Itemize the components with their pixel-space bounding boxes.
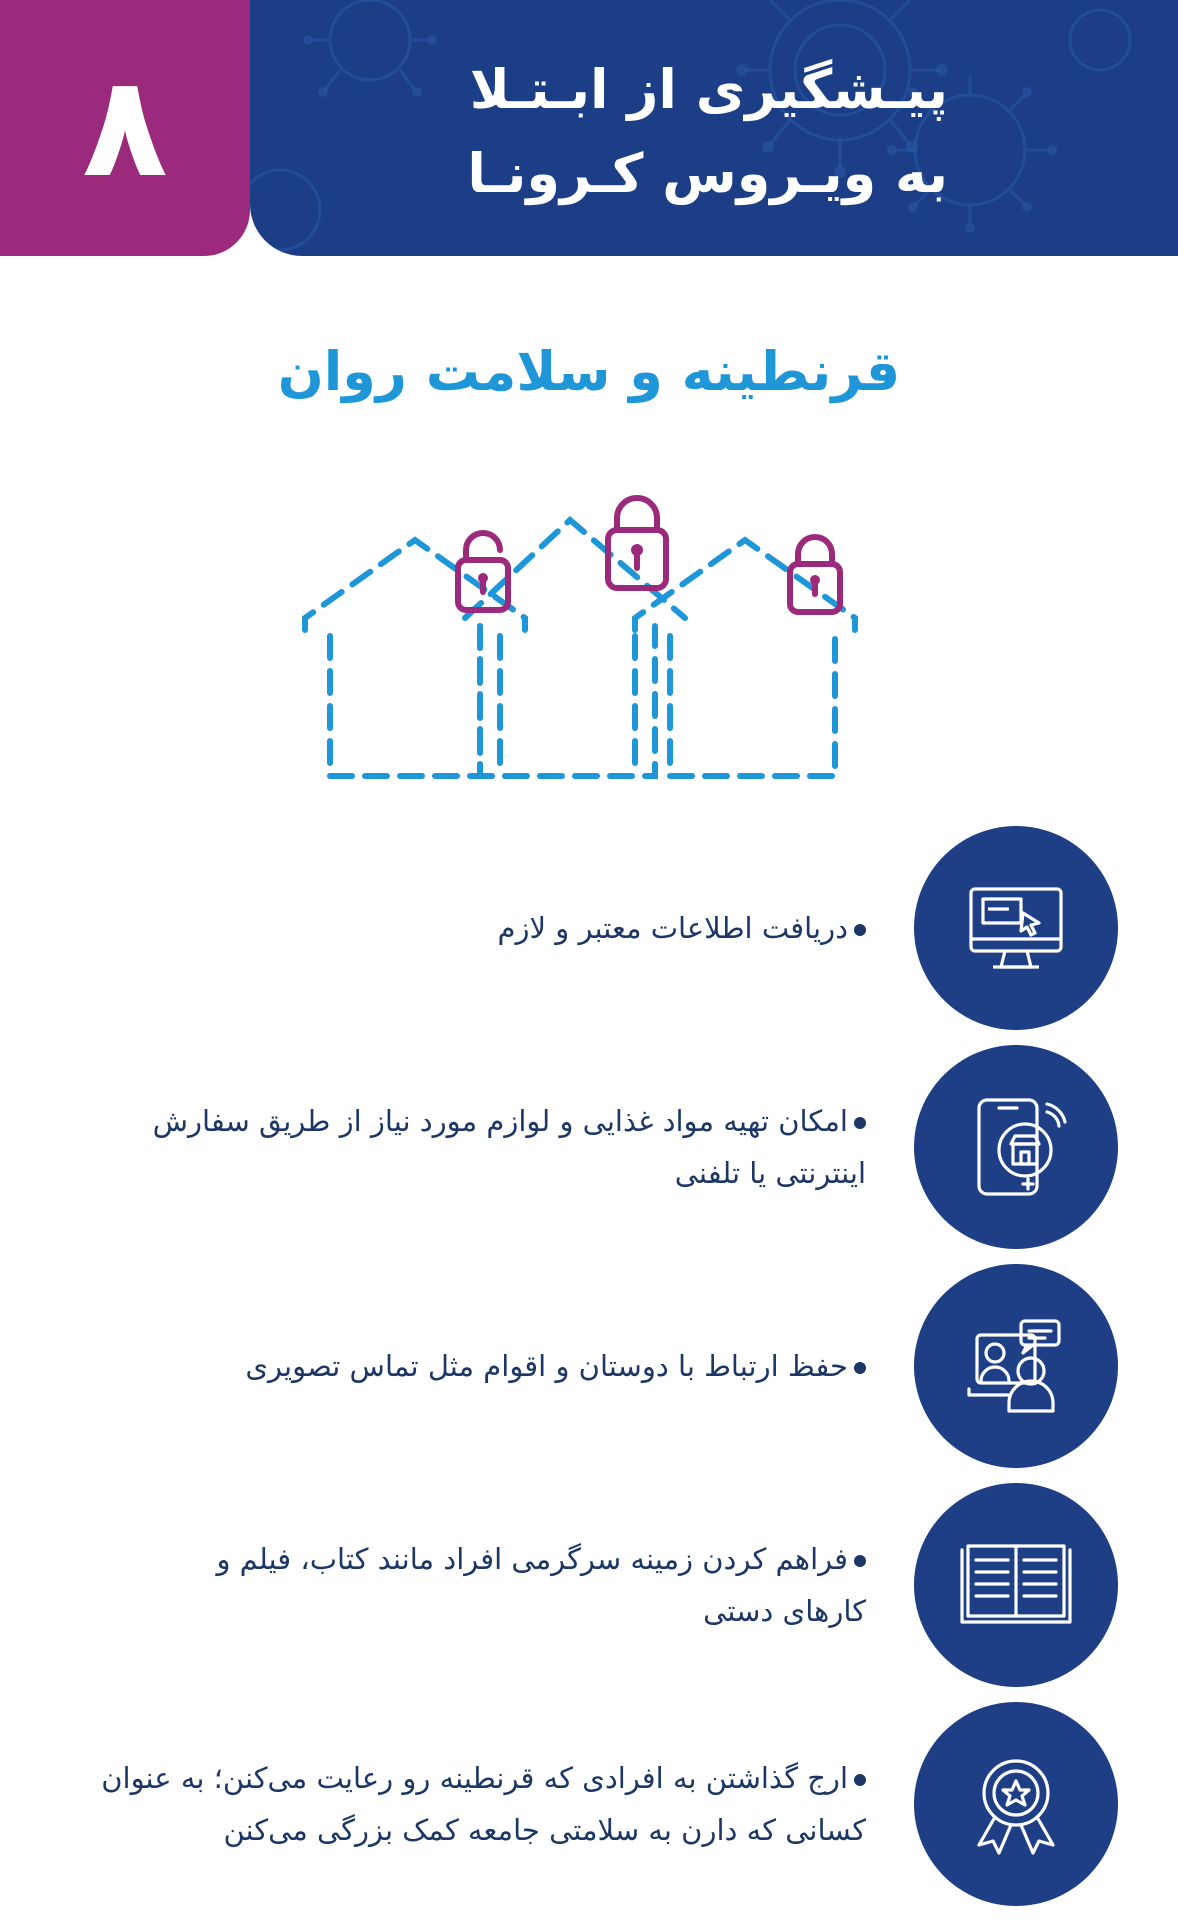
item-text-line: دریافت اطلاعات معتبر و لازم xyxy=(497,911,848,945)
award-ribbon-icon xyxy=(961,1749,1071,1859)
item-text-line: امکان تهیه مواد غذایی و لوازم مورد نیاز از طریق سفارش xyxy=(152,1104,848,1138)
video-call-icon xyxy=(961,1311,1071,1421)
item-icon-circle xyxy=(914,1045,1118,1249)
bullet xyxy=(854,1774,866,1786)
item-icon-circle xyxy=(914,1264,1118,1468)
section-number-tab xyxy=(0,0,250,256)
item-text-line1 xyxy=(66,1533,866,1585)
item-text-line1 xyxy=(66,1752,866,1804)
item-icon-circle xyxy=(914,1702,1118,1906)
section-title: قرنطینه و سلامت روان xyxy=(277,340,901,403)
title-panel xyxy=(250,0,1178,256)
item-text-line2: کسانی که دارن به سلامتی جامعه کمک بزرگی می‌کنن xyxy=(223,1813,866,1847)
header-title-line2: به ویـروس کـرونـا xyxy=(467,142,948,205)
item-text-line: حفظ ارتباط با دوستان و اقوام مثل تماس تصویری xyxy=(245,1349,848,1383)
header-title xyxy=(467,48,948,216)
header-title-line1: پیـشگیری از ابـتـلا xyxy=(469,58,948,121)
item-text-line: ارج گذاشتن به افرادی که قرنطینه رو رعایت می‌کنن؛ به عنوان xyxy=(101,1761,848,1795)
bullet xyxy=(854,1555,866,1567)
item-text xyxy=(66,1340,866,1392)
item-text xyxy=(66,1095,866,1199)
open-book-icon xyxy=(956,1530,1076,1640)
section-number: ۸ xyxy=(82,46,168,209)
item-text-line: فراهم کردن زمینه سرگرمی افراد مانند کتاب، فیلم و xyxy=(216,1542,848,1576)
locked-houses-illustration xyxy=(290,490,890,790)
bullet xyxy=(854,1117,866,1129)
item-text xyxy=(66,902,866,954)
item-text xyxy=(66,1533,866,1637)
item-icon-circle xyxy=(914,1483,1118,1687)
item-text-line1 xyxy=(66,1095,866,1147)
item-text-line2: اینترنتی یا تلفنی xyxy=(674,1156,866,1190)
item-text xyxy=(66,1752,866,1856)
header xyxy=(0,0,1178,256)
bullet xyxy=(854,1362,866,1374)
computer-monitor-icon xyxy=(961,873,1071,983)
item-icon-circle xyxy=(914,826,1118,1030)
mobile-shop-icon xyxy=(961,1092,1071,1202)
bullet xyxy=(854,924,866,936)
item-text-line2: کارهای دستی xyxy=(703,1594,866,1628)
